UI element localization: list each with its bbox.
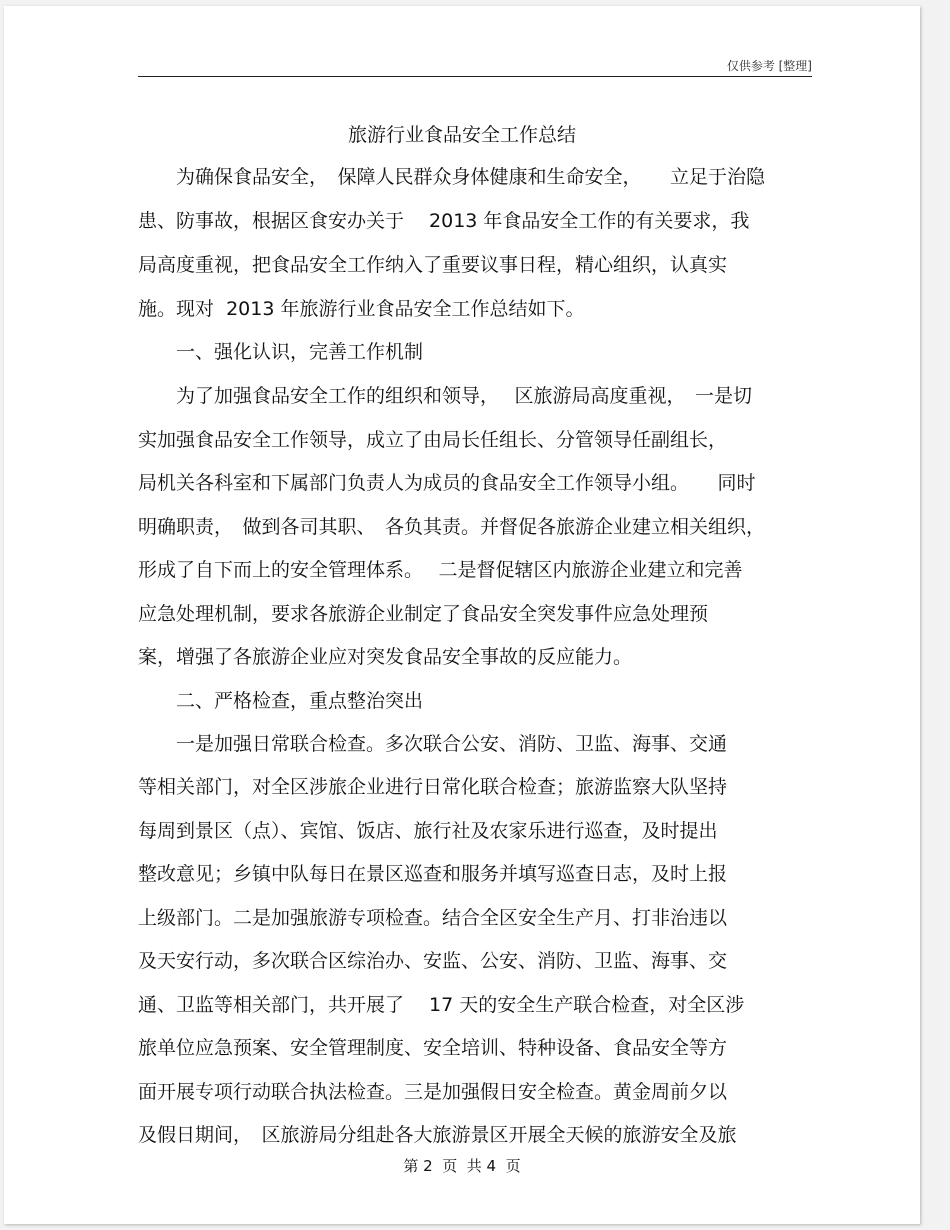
header-divider <box>138 76 812 77</box>
document-title: 旅游行业食品安全工作总结 <box>347 124 576 146</box>
body-text-line: 明确职责， 做到各司其职、 各负其责。并督促各旅游企业建立相关组织， <box>138 516 766 538</box>
document-page <box>4 6 920 1224</box>
body-text-line: 案，增强了各旅游企业应对突发食品安全事故的反应能力。 <box>138 646 633 668</box>
body-text-line: 整改意见；乡镇中队每日在景区巡查和服务并填写巡查日志，及时上报 <box>138 863 728 885</box>
body-text-line: 局机关各科室和下属部门负责人为成员的食品安全工作领导小组。 同时 <box>138 472 756 494</box>
body-text-line: 一是加强日常联合检查。多次联合公安、消防、卫监、海事、交通 <box>138 733 728 755</box>
body-text-line: 形成了自下而上的安全管理体系。 二是督促辖区内旅游企业建立和完善 <box>138 559 743 581</box>
page-number: 第 2 页 共 4 页 <box>403 1157 521 1175</box>
body-text-line: 上级部门。二是加强旅游专项检查。结合全区安全生产月、打非治违以 <box>138 907 728 929</box>
body-text-line: 为了加强食品安全工作的组织和领导， 区旅游局高度重视， 一是切 <box>138 385 753 407</box>
body-text-line: 通、卫监等相关部门，共开展了 17 天的安全生产联合检查，对全区涉 <box>138 994 745 1016</box>
body-text-line: 局高度重视，把食品安全工作纳入了重要议事日程，精心组织，认真实 <box>138 254 728 276</box>
body-text-line: 施。现对 2013 年旅游行业食品安全工作总结如下。 <box>138 298 585 320</box>
body-text-line: 每周到景区（点）、宾馆、饭店、旅行社及农家乐进行巡查，及时提出 <box>138 820 718 842</box>
body-text-line: 应急处理机制，要求各旅游企业制定了食品安全突发事件应急处理预 <box>138 603 709 625</box>
body-text-line: 为确保食品安全， 保障人民群众身体健康和生命安全， 立足于治隐 <box>138 166 766 188</box>
body-text-line: 及天安行动，多次联合区综治办、安监、公安、消防、卫监、海事、交 <box>138 950 728 972</box>
body-text-line: 实加强食品安全工作领导，成立了由局长任组长、分管领导任副组长， <box>138 429 728 451</box>
header-note: 仅供参考 [整理] <box>726 59 812 73</box>
section-heading: 一、强化认识，完善工作机制 <box>138 341 424 363</box>
section-heading: 二、严格检查，重点整治突出 <box>138 690 424 712</box>
body-text-line: 等相关部门，对全区涉旅企业进行日常化联合检查；旅游监察大队坚持 <box>138 776 728 798</box>
body-text-line: 面开展专项行动联合执法检查。三是加强假日安全检查。黄金周前夕以 <box>138 1081 728 1103</box>
body-text-line: 患、防事故，根据区食安办关于 2013 年食品安全工作的有关要求，我 <box>138 210 750 232</box>
body-text-line: 及假日期间， 区旅游局分组赴各大旅游景区开展全天候的旅游安全及旅 <box>138 1124 737 1146</box>
body-text-line: 旅单位应急预案、安全管理制度、安全培训、特种设备、食品安全等方 <box>138 1037 728 1059</box>
